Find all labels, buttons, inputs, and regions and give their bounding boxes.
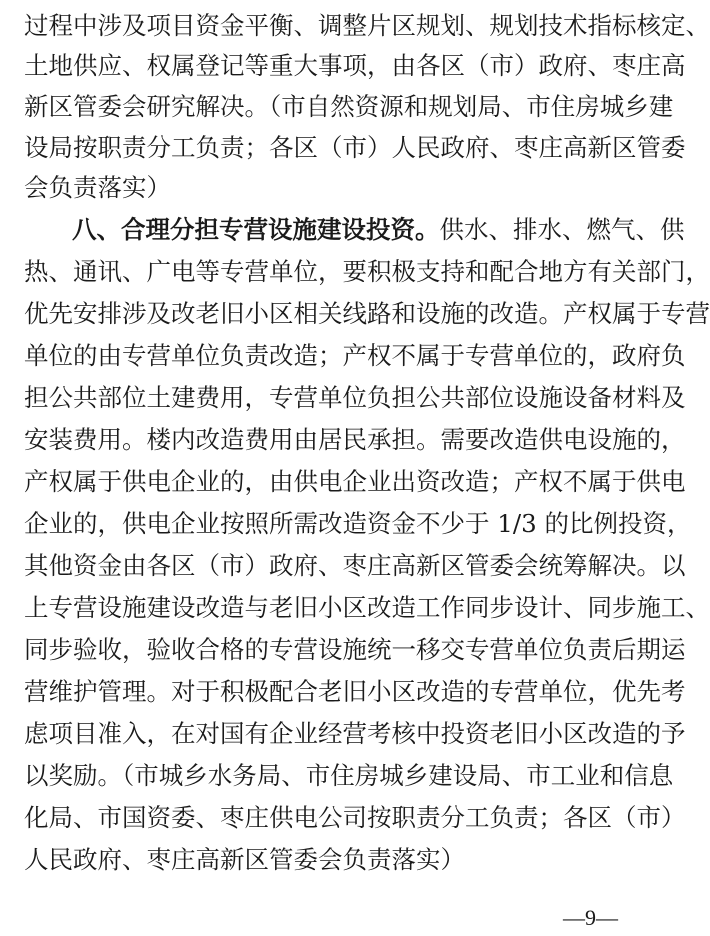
text-line: 担公共部位土建费用，专营单位负担公共部位设施设备材料及: [24, 383, 686, 412]
page-number: —9—: [563, 905, 618, 930]
text-line: 虑项目准入，在对国有企业经营考核中投资老旧小区改造的予: [24, 719, 686, 748]
section-heading: 八、合理分担专营设施建设投资。: [72, 215, 440, 244]
text-line: 产权属于供电企业的，由供电企业出资改造；产权不属于供电: [24, 467, 686, 496]
text-line: 新区管委会研究解决。（市自然资源和规划局、市住房城乡建: [24, 92, 674, 121]
text-line: 以奖励。（市城乡水务局、市住房城乡建设局、市工业和信息: [24, 761, 674, 790]
text-line: 人民政府、枣庄高新区管委会负责落实）: [24, 845, 465, 874]
text-line: 会负责落实）: [24, 173, 171, 202]
text-line: 化局、市国资委、枣庄供电公司按职责分工负责；各区（市）: [24, 803, 686, 832]
text-line: 过程中涉及项目资金平衡、调整片区规划、规划技术指标核定、: [24, 11, 710, 40]
text-line: 土地供应、权属登记等重大事项，由各区（市）政府、枣庄高: [24, 51, 686, 80]
text-line: 安装费用。楼内改造费用由居民承担。需要改造供电设施的，: [24, 425, 686, 454]
text-line: 优先安排涉及改老旧小区相关线路和设施的改造。产权属于专营: [24, 299, 710, 328]
text-line: 同步验收，验收合格的专营设施统一移交专营单位负责后期运: [24, 635, 686, 664]
section-heading-continuation: 供水、排水、燃气、供: [439, 215, 685, 244]
text-line: 上专营设施建设改造与老旧小区改造工作同步设计、同步施工、: [24, 593, 710, 622]
text-line: 其他资金由各区（市）政府、枣庄高新区管委会统筹解决。以: [24, 551, 686, 580]
text-line: 企业的，供电企业按照所需改造资金不少于 1/3 的比例投资，: [24, 509, 692, 538]
text-line: 单位的由专营单位负责改造；产权不属于专营单位的，政府负: [24, 341, 686, 370]
section-heading-line: [72, 210, 685, 250]
text-line: 营维护管理。对于积极配合老旧小区改造的专营单位，优先考: [24, 677, 686, 706]
text-line: 设局按职责分工负责；各区（市）人民政府、枣庄高新区管委: [24, 133, 686, 162]
text-line: 热、通讯、广电等专营单位，要积极支持和配合地方有关部门，: [24, 257, 710, 286]
